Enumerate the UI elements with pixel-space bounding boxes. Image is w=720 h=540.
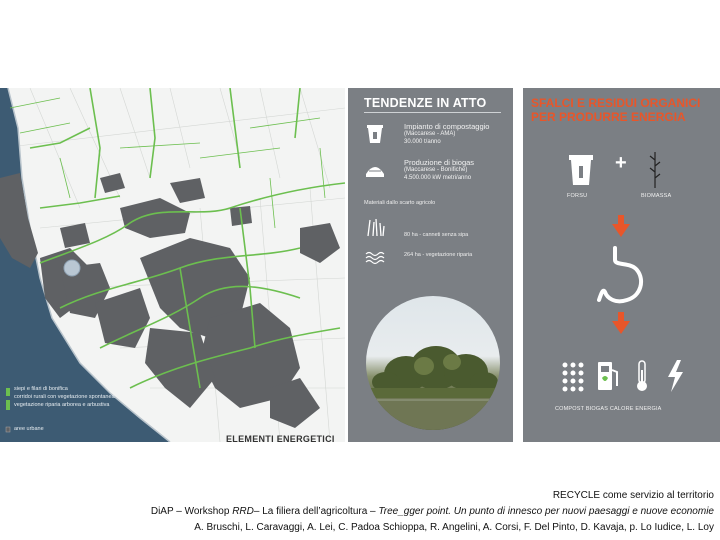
legend-item-urban: aree urbane [14,426,44,432]
arrow-down-icon [612,215,630,237]
compost-dots-icon [561,360,585,392]
compost-heading: Impianto di compostaggio [404,122,490,131]
compost-value: 30.000 t/anno [404,138,441,145]
organic-waste-panel [523,88,720,442]
biogas-info [404,158,474,182]
forsu-label: FORSU [567,193,588,199]
biogas-plant-icon [364,158,386,180]
organic-bin-icon [567,152,595,186]
organic-title-line1: SFALCI E RESIDUI ORGANICI [531,96,701,110]
footer-workshop-a: DiAP – Workshop [150,506,233,517]
compost-sub: (Maccarese - AMA) [404,131,456,137]
riparian-vegetation-photo [366,296,500,430]
footer-workshop-d: Tree_gger point. Un punto di innesco per nuovi paesaggi e nuove economie [378,506,714,517]
water-waves-icon [364,246,386,268]
legend-item-corridors: corridoi rurali con vegetazione spontanea [14,394,115,400]
plus-sign: + [615,152,627,174]
outputs-label: COMPOST BIOGAS CALORE ENERGIA [555,406,662,412]
arrow-down-icon [612,312,630,334]
materials-label: Materiali dallo scarto agricolo [364,200,436,206]
biogas-value: 4.500.000 kW metri/anno [404,174,472,181]
divider [364,112,501,113]
footer-workshop-rrd: RRD [232,506,254,517]
lightning-energy-icon [665,360,685,392]
biomass-label: BIOMASSA [641,193,672,199]
footer-workshop [151,506,714,517]
biogas-pump-icon [597,360,619,392]
organic-title-line2: PER PRODURRE ENERGIA [531,110,686,124]
trends-panel [348,88,513,442]
biogas-sub: (Maccarese - Bonifiche) [404,167,468,173]
biogas-heading: Produzione di biogas [404,158,475,167]
energy-elements-map [0,88,345,442]
trends-title: TENDENZE IN ATTO [364,96,487,110]
map-title: ELEMENTI ENERGETICI [226,434,335,444]
footer-authors: A. Bruschi, L. Caravaggi, A. Lei, C. Padoa Schioppa, R. Angelini, A. Corsi, F. Del Pinto, D. Kavaja, p. Lo Iudice, L. Loy [194,522,714,533]
footer-workshop-c: – La filiera dell’agricoltura – [253,506,379,517]
riparian-text: 264 ha - vegetazione riparia [404,252,473,258]
compost-plant-info [404,122,489,146]
legend-item-riparian: vegetazione riparia arborea e arbustiva [14,402,110,408]
stomach-digester-icon [597,246,647,306]
legend-item-hedges: siepi e filari di bonifica [14,386,68,392]
organic-title [531,96,700,124]
biomass-plant-icon [647,150,663,190]
compost-bin-icon [364,122,386,144]
thermometer-icon [635,360,649,392]
reeds-text: 80 ha - canneti senza sipa [404,232,469,238]
footer-title: RECYCLE come servizio al territorio [552,490,714,501]
reeds-icon [364,216,386,238]
